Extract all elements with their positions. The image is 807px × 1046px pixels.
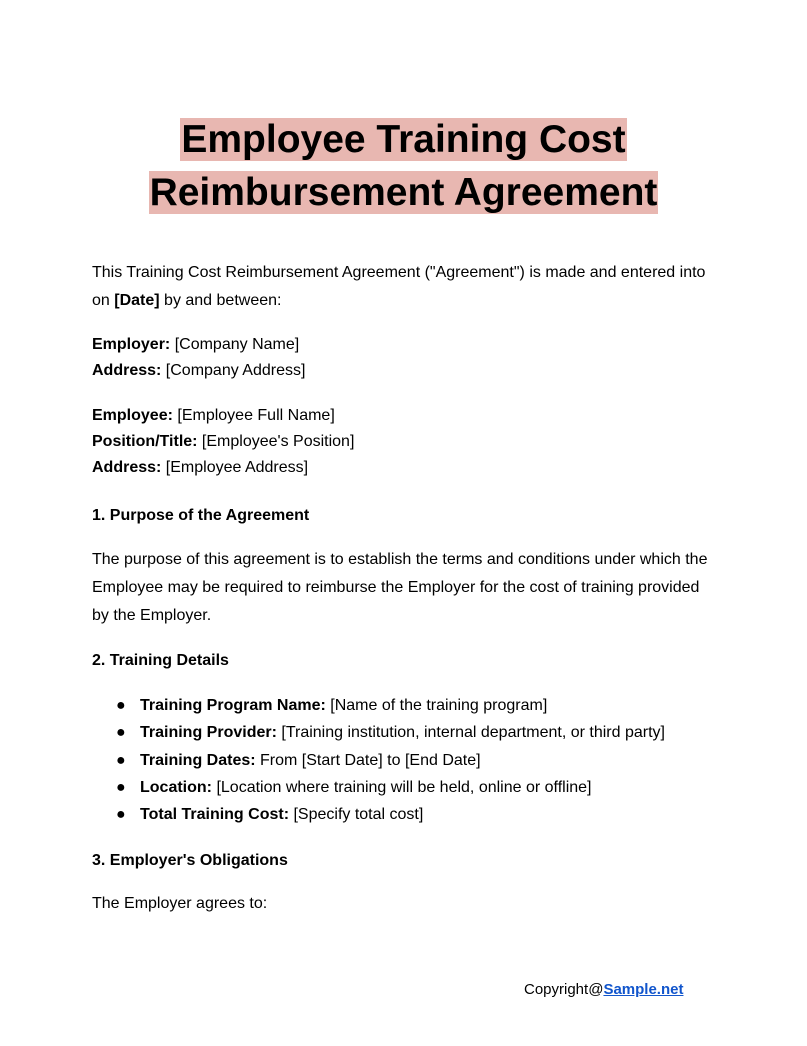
item-value: From [Start Date] to [End Date] — [255, 751, 481, 769]
item-value: [Name of the training program] — [325, 697, 548, 714]
item-label: Location: — [140, 778, 212, 796]
list-item — [92, 692, 665, 719]
employee-address-label: Address: — [92, 459, 162, 476]
employee-position-line — [92, 429, 722, 455]
sample-net-link[interactable]: Sample.net — [603, 981, 684, 998]
bullet-icon: ● — [116, 806, 126, 824]
copyright-footer — [524, 980, 683, 1000]
employer-address-value: [Company Address] — [161, 362, 306, 379]
employee-position-value: [Employee's Position] — [197, 433, 355, 450]
title-line-1: Employee Training Cost — [181, 118, 626, 161]
title-line-2: Reimbursement Agreement — [149, 171, 658, 214]
bullet-icon: ● — [116, 751, 126, 769]
section-1-heading: 1. Purpose of the Agreement — [92, 507, 310, 524]
employer-block — [92, 332, 722, 384]
intro-paragraph — [92, 259, 722, 315]
employer-value: [Company Name] — [170, 336, 300, 353]
employee-block — [92, 403, 722, 481]
employer-address-label: Address: — [92, 362, 162, 379]
item-label: Total Training Cost: — [140, 806, 290, 824]
intro-date: [Date] — [114, 292, 160, 309]
item-value: [Specify total cost] — [289, 806, 424, 824]
employee-value: [Employee Full Name] — [172, 407, 335, 424]
list-item — [92, 747, 665, 774]
section-3-body: The Employer agrees to: — [92, 895, 268, 912]
employer-address-line — [92, 358, 722, 384]
bullet-icon: ● — [116, 778, 126, 796]
list-item — [92, 719, 665, 746]
employee-address-value: [Employee Address] — [161, 459, 309, 476]
bullet-icon: ● — [116, 724, 126, 742]
section-3-heading: 3. Employer's Obligations — [92, 852, 288, 869]
item-label: Training Program Name: — [140, 697, 326, 714]
intro-text-end: by and between: — [159, 292, 282, 309]
item-label: Training Provider: — [140, 724, 277, 742]
copyright-text: Copyright@ — [524, 981, 604, 998]
employee-line — [92, 403, 722, 429]
section-2-heading: 2. Training Details — [92, 652, 229, 669]
list-item — [92, 801, 665, 828]
list-item — [92, 774, 665, 801]
employee-address-line — [92, 455, 722, 481]
intro-text-start: This Training Cost Reimbursement Agreement ("Agreement") is made and entered into on — [92, 264, 706, 309]
item-value: [Location where training will be held, online or offline] — [212, 778, 592, 796]
employee-label: Employee: — [92, 407, 173, 424]
section-1-body: The purpose of this agreement is to establish the terms and conditions under which the Employee may be required to reimburse the Employer for the cost of training provided by the Employer. — [92, 551, 708, 624]
employer-label: Employer: — [92, 336, 171, 353]
employee-position-label: Position/Title: — [92, 433, 198, 450]
bullet-icon: ● — [116, 697, 126, 714]
document-title — [92, 113, 715, 219]
employer-line — [92, 332, 722, 358]
item-value: [Training institution, internal department, or third party] — [276, 724, 665, 742]
item-label: Training Dates: — [140, 751, 256, 769]
training-details-list — [92, 692, 665, 828]
